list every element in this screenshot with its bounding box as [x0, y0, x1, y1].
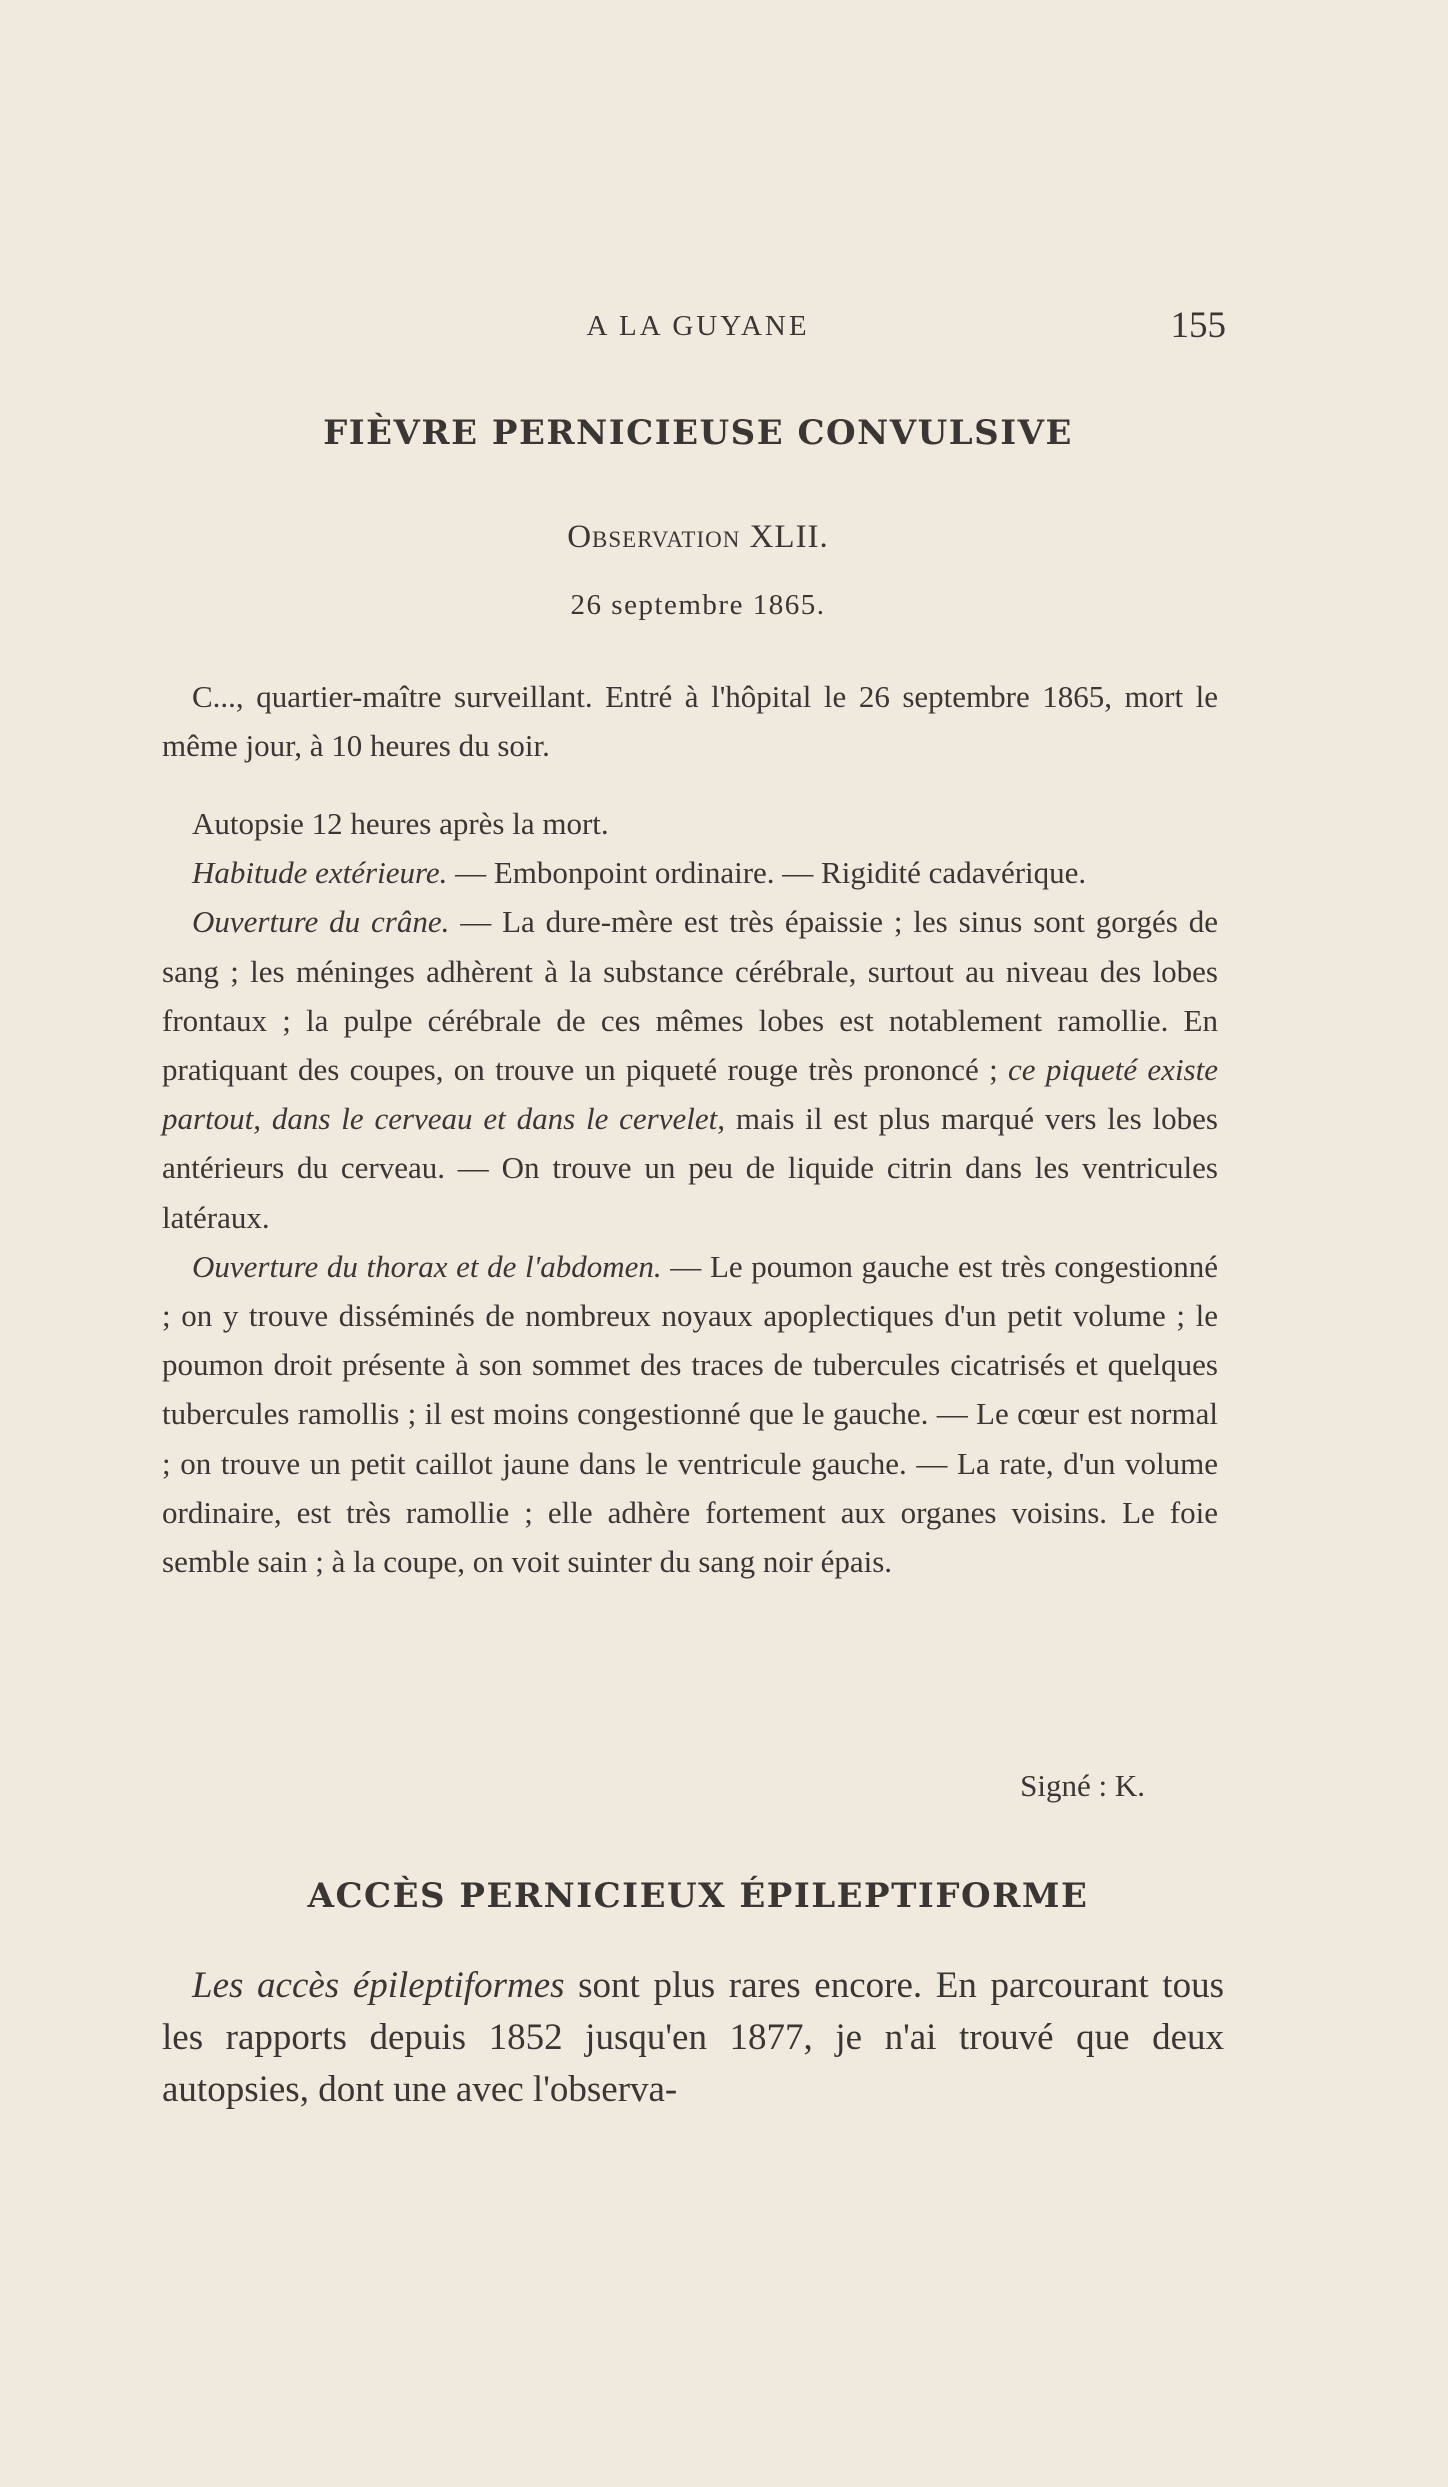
- patient-intro-paragraph: [162, 672, 1218, 770]
- observation-number: Observation XLII.: [567, 519, 829, 555]
- section-title-fievre: FIÈVRE PERNICIEUSE CONVULSIVE: [323, 413, 1073, 453]
- habitude-label: Habitude extérieure.: [192, 855, 448, 891]
- acces-body: sont plus rares encore. En parcourant tous les rapports depuis 1852 jusqu'en 1877, je n'ai trouvé que deux autopsies, dont une avec l'observa-: [162, 1965, 1224, 2110]
- crane-text-2: mais il est plus marqué vers les lobes antérieurs du cerveau. — On trouve un peu de liquide citrin dans les ventricules latéraux.: [162, 1101, 1218, 1235]
- page-header: [170, 302, 1226, 352]
- intro-text: C..., quartier-maître surveillant. Entré à l'hôpital le 26 septembre 1865, mort le même jour, à 10 heures du soir.: [162, 679, 1218, 764]
- acces-text: [162, 1960, 1224, 2116]
- habitude-text: — Embonpoint ordinaire. — Rigidité cadavérique.: [447, 855, 1087, 891]
- thorax-label: Ouverture du thorax et de l'abdomen.: [192, 1248, 662, 1284]
- running-head: A LA GUYANE: [586, 310, 810, 342]
- acces-italic-lead: Les accès épileptiformes: [192, 1965, 565, 2006]
- crane-italic-text: ce piqueté existe partout, dans le cerveau et dans le cervelet,: [162, 1052, 1218, 1137]
- crane-text-1: — La dure-mère est très épaissie ; les sinus sont gorgés de sang ; les méninges adhèrent à la substance cérébrale, surtout au niveau des lobes frontaux ; la pulpe cérébrale de ces mêmes lobes est notablement ramollie. En pratiquant des coupes, on trouve un piqueté rouge très prononcé ;: [162, 904, 1218, 1088]
- signature: Signé : K.: [1020, 1768, 1145, 1803]
- observation-date: 26 septembre 1865.: [570, 589, 826, 621]
- acces-paragraph: [162, 1960, 1224, 2116]
- page-number: 155: [1170, 305, 1226, 346]
- autopsy-report: [162, 799, 1218, 1586]
- habitude-paragraph: [162, 848, 1218, 897]
- crane-label: Ouverture du crâne.: [192, 904, 450, 940]
- crane-paragraph: [162, 897, 1218, 1241]
- thorax-text: — Le poumon gauche est très congestionné ; on y trouve disséminés de nombreux noyaux apoplectiques d'un petit volume ; le poumon droit présente à son sommet des traces de tubercules cicatrisés et quelques tubercules ramollis ; il est moins congestionné que le gauche. — Le cœur est normal ; on trouve un petit caillot jaune dans le ventricule gauche. — La rate, d'un volume ordinaire, est très ramollie ; elle adhère fortement aux organes voisins. Le foie semble sain ; à la coupe, on voit suinter du sang noir épais.: [162, 1248, 1218, 1580]
- thorax-paragraph: [162, 1242, 1218, 1586]
- section-title-acces: ACCÈS PERNICIEUX ÉPILEPTIFORME: [307, 1876, 1089, 1916]
- autopsy-timing: Autopsie 12 heures après la mort.: [192, 806, 609, 841]
